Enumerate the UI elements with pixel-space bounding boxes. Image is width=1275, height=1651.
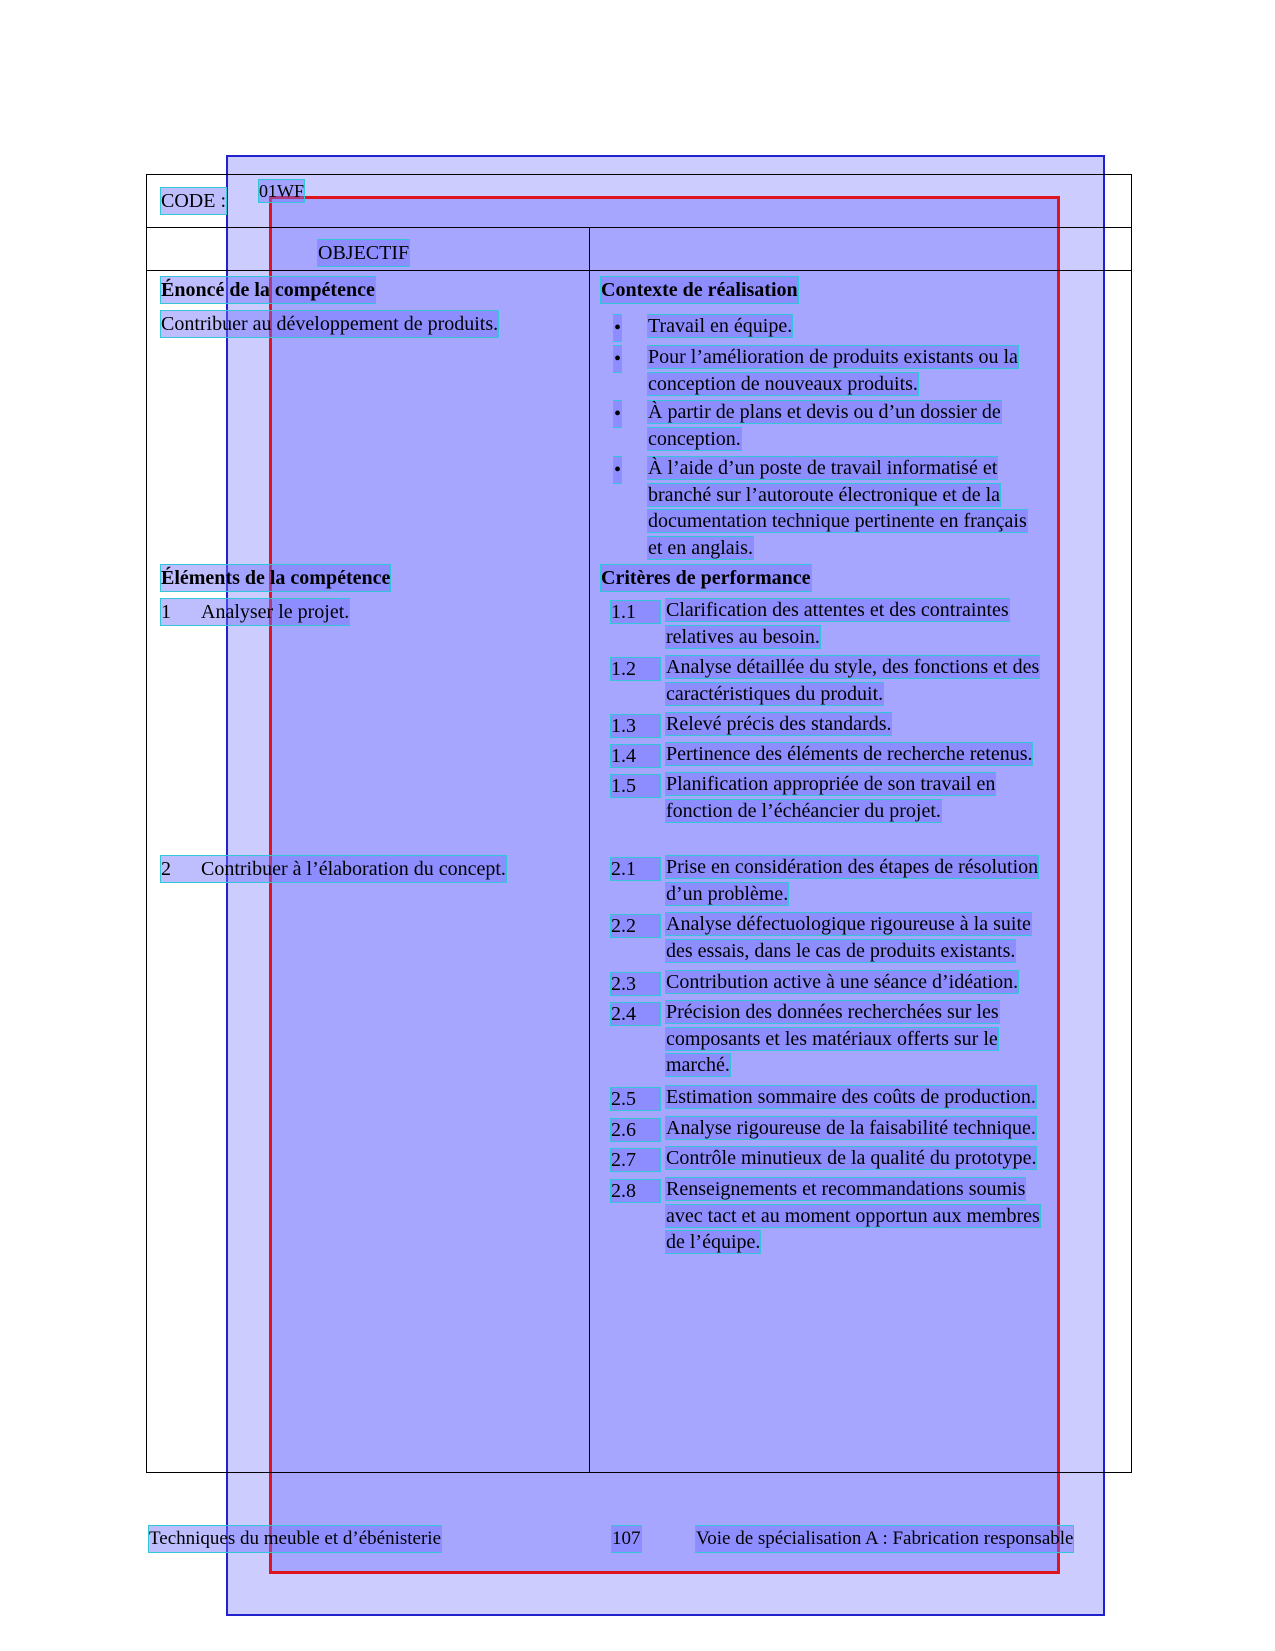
criterion-line: Analyse défectuologique rigoureuse à la suite: [666, 913, 1031, 935]
criterion-line: Contrôle minutieux de la qualité du prototype.: [666, 1147, 1037, 1169]
criterion-line: d’un problème.: [666, 882, 789, 905]
criterion-item: [666, 599, 1096, 652]
criterion-item: [666, 1086, 1096, 1113]
contexte-item: [648, 346, 1088, 399]
criterion-line: relatives au besoin.: [666, 625, 820, 648]
contexte-item-line: Pour l’amélioration de produits existants ou la: [648, 346, 1018, 368]
contexte-item-line: À partir de plans et devis ou d’un dossier de: [648, 401, 1001, 423]
criterion-line: Prise en considération des étapes de résolution: [666, 856, 1039, 878]
criterion-number: 1.5: [611, 773, 660, 799]
footer-right: Voie de spécialisation A : Fabrication responsable: [696, 1526, 1073, 1552]
criterion-number: 2.4: [611, 1001, 660, 1027]
criterion-number: 2.5: [611, 1086, 660, 1112]
criterion-line: caractéristiques du produit.: [666, 682, 884, 705]
contexte-item-line: documentation technique pertinente en français: [648, 510, 1027, 532]
criterion-item: [666, 773, 1096, 826]
criterion-number: 2.8: [611, 1178, 660, 1204]
element-item: 2 Contribuer à l’élaboration du concept.: [161, 858, 506, 880]
contexte-bullet: •: [614, 317, 622, 339]
criterion-item: [666, 1117, 1096, 1144]
criterion-item: [666, 971, 1096, 998]
criterion-number: 2.2: [611, 913, 660, 939]
code-value: 01WF: [259, 181, 304, 201]
criterion-item: [666, 856, 1096, 909]
criterion-number: 1.2: [611, 656, 660, 682]
criterion-line: Relevé précis des standards.: [666, 713, 892, 735]
contexte-item-line: branché sur l’autoroute électronique et de la: [648, 483, 1001, 506]
criterion-line: Planification appropriée de son travail en: [666, 773, 996, 795]
criterion-line: des essais, dans le cas de produits existants.: [666, 939, 1016, 962]
table-column-divider: [589, 227, 590, 1473]
table-divider-code: [146, 227, 1132, 228]
criterion-line: marché.: [666, 1054, 730, 1076]
contexte-item: [648, 457, 1088, 563]
footer-left: Techniques du meuble et d’ébénisterie: [149, 1526, 441, 1552]
criterion-line: composants et les matériaux offerts sur le: [666, 1027, 998, 1050]
criterion-line: Clarification des attentes et des contraintes: [666, 599, 1009, 621]
elements-heading: Éléments de la compétence: [161, 567, 391, 589]
criterion-number: 1.1: [611, 599, 660, 625]
criterion-item: [666, 1001, 1096, 1081]
criterion-item: [666, 1147, 1096, 1174]
criterion-item: [666, 913, 1096, 966]
criterion-number: 2.7: [611, 1147, 660, 1173]
criterion-number: 2.6: [611, 1117, 660, 1143]
objective-heading: OBJECTIF: [318, 242, 410, 264]
enonce-heading: Énoncé de la compétence: [161, 279, 375, 301]
contexte-bullet: •: [614, 348, 622, 370]
criterion-line: Contribution active à une séance d’idéation.: [666, 971, 1019, 993]
contexte-item: [648, 401, 1088, 454]
criterion-item: [666, 743, 1096, 770]
contexte-item: [648, 315, 1088, 342]
criterion-line: fonction de l’échéancier du projet.: [666, 799, 941, 822]
criterion-line: Analyse détaillée du style, des fonctions et des: [666, 656, 1040, 678]
contexte-item-line: conception de nouveaux produits.: [648, 372, 918, 395]
criterion-number: 2.3: [611, 971, 660, 997]
criterion-line: Pertinence des éléments de recherche retenus.: [666, 743, 1033, 765]
criterion-item: [666, 713, 1096, 740]
criterion-number: 1.4: [611, 743, 660, 769]
criteres-heading: Critères de performance: [601, 567, 811, 589]
contexte-item-line: et en anglais.: [648, 536, 753, 559]
contexte-bullet: •: [614, 459, 622, 481]
contexte-item-line: conception.: [648, 427, 741, 450]
criterion-line: Renseignements et recommandations soumis: [666, 1178, 1026, 1200]
contexte-heading: Contexte de réalisation: [601, 279, 798, 301]
element-item: 1 Analyser le projet.: [161, 601, 350, 623]
code-label: CODE :: [161, 190, 226, 212]
criterion-line: avec tact et au moment opportun aux membres: [666, 1204, 1040, 1227]
criterion-number: 2.1: [611, 856, 660, 882]
table-divider-objectif: [146, 270, 1132, 271]
criterion-line: Estimation sommaire des coûts de production.: [666, 1086, 1036, 1108]
criterion-line: de l’équipe.: [666, 1231, 761, 1253]
criterion-number: 1.3: [611, 713, 660, 739]
contexte-item-line: Travail en équipe.: [648, 315, 793, 337]
criterion-line: Analyse rigoureuse de la faisabilité technique.: [666, 1117, 1036, 1139]
criterion-item: [666, 1178, 1096, 1258]
enonce-text: Contribuer au développement de produits.: [161, 313, 499, 335]
criterion-line: Précision des données recherchées sur les: [666, 1001, 999, 1023]
criterion-item: [666, 656, 1096, 709]
contexte-item-line: À l’aide d’un poste de travail informatisé et: [648, 457, 998, 479]
contexte-bullet: •: [614, 403, 622, 425]
footer-page-number: 107: [612, 1526, 641, 1552]
